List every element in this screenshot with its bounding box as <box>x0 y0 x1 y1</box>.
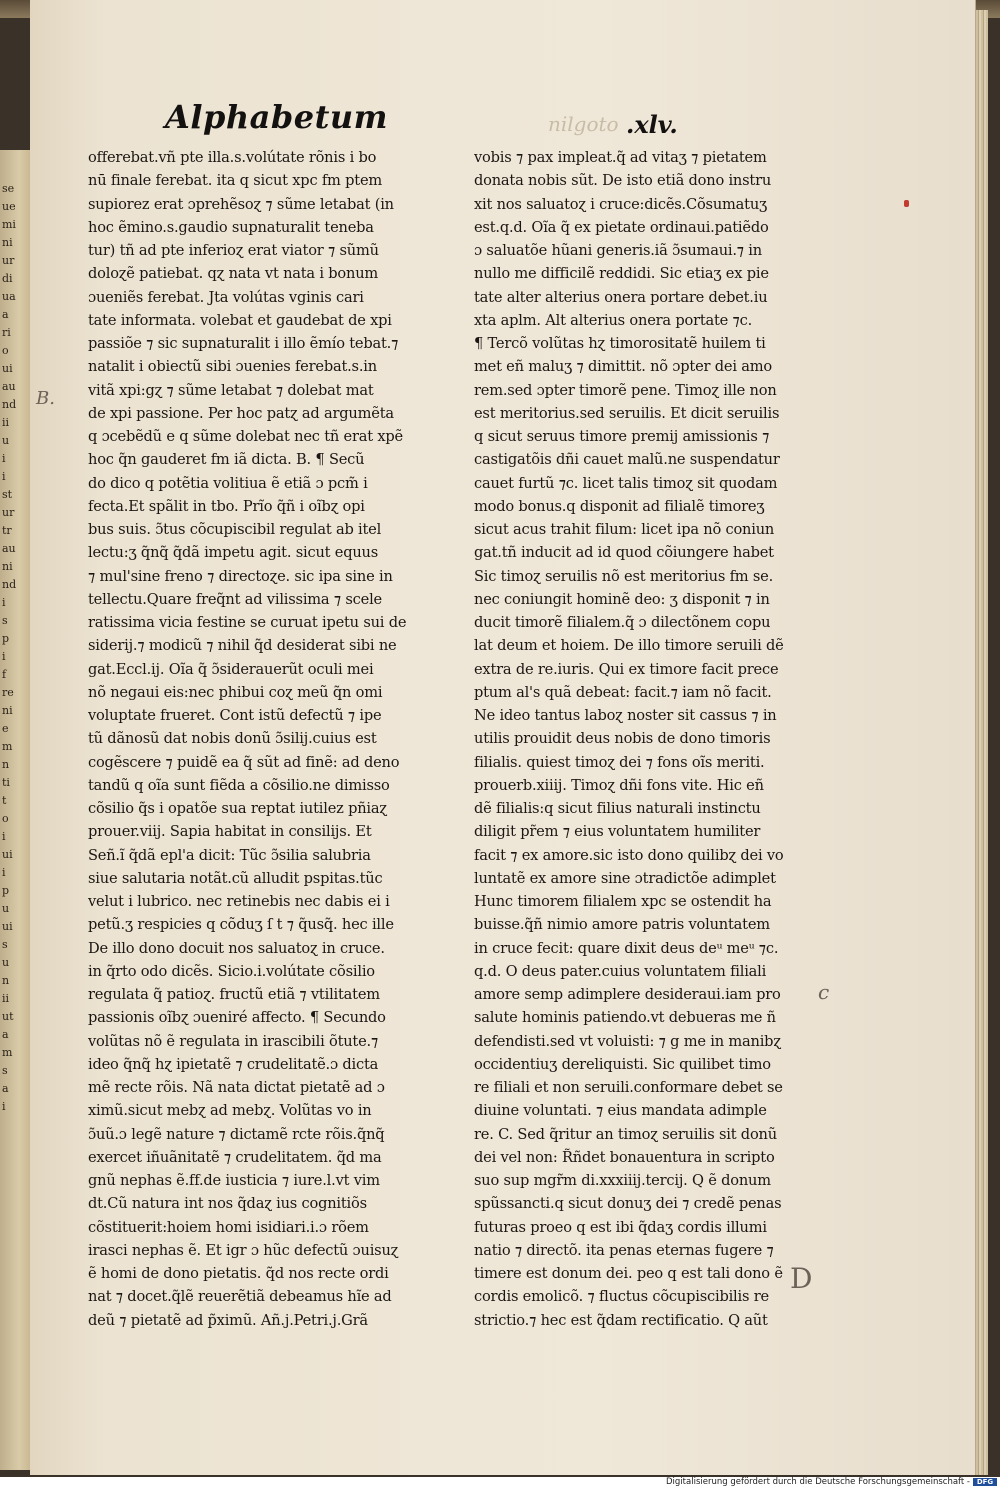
left-page-fragment: u <box>2 902 10 915</box>
text-line: salute hominis patiendo.vt debueras me ñ <box>474 1009 776 1027</box>
text-line: defendisti.sed vt voluisti: ⁊ g me in manibɀ <box>474 1032 781 1050</box>
left-page-fragment: i <box>2 596 6 609</box>
text-line: cõsilio q̃s i opatõe sua reptat iutilez pñiaɀ <box>88 800 387 817</box>
left-page-fragment: o <box>2 812 9 825</box>
left-page-fragment: se <box>2 182 15 195</box>
margin-note-b: B. <box>36 388 55 409</box>
text-line: dei vel non: R̃ñdet bonauentura in scripto <box>474 1148 775 1166</box>
text-line: hoc ẽmino.s.gaudio supnaturalit teneba <box>88 218 374 236</box>
left-page-fragment: o <box>2 344 9 357</box>
text-line: spũssancti.q sicut donuʒ dei ⁊ credẽ penas <box>474 1195 782 1213</box>
text-line: fecta.Et spãlit in tbo. Prĩo q̃ñ i oĩbɀ opi <box>88 497 365 515</box>
text-line: futuras proeo q est ibi q̃daʒ cordis illumi <box>474 1218 767 1236</box>
left-page-fragment: ii <box>2 416 10 429</box>
text-line: suo sup mgr̃m di.xxxiiij.tercij. Q ẽ donum <box>474 1172 771 1189</box>
faded-show-through-text: nilgoto <box>548 112 619 136</box>
left-page-fragment: s <box>2 614 8 627</box>
text-line: siue salutaria notãt.cũ alludit pspitas.tũc <box>88 869 383 887</box>
left-page-fragment: ui <box>2 920 13 933</box>
text-line: passiõe ⁊ sic supnaturalit i illo ẽmío tebat.⁊ <box>88 335 399 352</box>
text-line: cõstituerit:hoiem homi isidiari.i.ɔ rõem <box>88 1218 369 1236</box>
left-page-fragment: ua <box>2 290 16 303</box>
footer-bar <box>0 1477 1000 1487</box>
left-page-fragment: ue <box>2 200 16 213</box>
text-line: donata nobis sũt. De isto etiã dono instru <box>474 172 772 190</box>
text-line: nū finale ferebat. ita q sicut xpc fm ptem <box>88 172 383 190</box>
text-line: irasci nephas ẽ. Et igr ɔ hũc defectũ ɔuisuɀ <box>88 1241 399 1259</box>
left-page-fragment: au <box>2 542 16 555</box>
left-page-fragment: p <box>2 632 10 645</box>
left-page-fragment: di <box>2 272 13 285</box>
text-line: ideo q̃nq̃ hɀ ipietatẽ ⁊ crudelitatẽ.ɔ dicta <box>88 1055 379 1073</box>
running-head-title: Alphabetum <box>165 98 388 136</box>
text-line: Ne ideo tantus laboɀ noster sit cassus ⁊ in <box>474 707 777 724</box>
margin-note-d: D <box>790 1262 813 1295</box>
left-text-column <box>88 146 408 1332</box>
text-line: tũ dãnosũ dat nobis donũ ɔ̃silij.cuius est <box>88 730 377 748</box>
text-line: natalit i obiectũ sibi ɔuenies ferebat.s.in <box>88 358 377 376</box>
text-line: re. C. Sed q̃ritur an timoɀ seruilis sit donũ <box>474 1125 777 1143</box>
text-line: nõ negaui eis:nec phibui coɀ meũ q̃n omi <box>88 683 383 701</box>
text-line: castigatõis dñi cauet malũ.ne suspendatur <box>474 451 780 469</box>
text-line: modo bonus.q disponit ad filialẽ timoreʒ <box>474 497 765 515</box>
text-line: tate alter alterius onera portare debet.iu <box>474 288 768 306</box>
left-page-fragment: a <box>2 308 9 321</box>
text-line: Señ.ĩ q̃dã epl'a dicit: Tũc ɔ̃silia salubria <box>88 846 371 864</box>
text-line: diligit pr̃em ⁊ eius voluntatem humiliter <box>474 823 761 841</box>
text-line: velut i lubrico. nec retinebis nec dabis ei i <box>88 893 390 910</box>
text-line: deũ ⁊ pietatẽ ad p̃ximũ. Añ.j.Petri.j.Grã <box>88 1311 368 1329</box>
left-page-fragment: ti <box>2 776 10 789</box>
text-line: re filiali et non seruili.conformare debet se <box>474 1079 783 1096</box>
text-line: Sic timoɀ seruilis nõ est meritorius fm se. <box>474 567 774 585</box>
text-line: tandũ q oĩa sunt fiẽda a cõsilio.ne dimisso <box>88 776 390 794</box>
text-line: passionis oĩbɀ ɔueniré affecto. ¶ Secundo <box>88 1009 386 1027</box>
left-page-fragment: ni <box>2 236 13 249</box>
text-line: bus suis. ɔ̃tus cõcupiscibil regulat ab itel <box>88 521 382 538</box>
dfg-logo: DFG <box>973 1478 997 1486</box>
text-line: gat.Eccl.ij. Oĩa q̃ ɔ̃siderauerũt oculi mei <box>88 660 374 678</box>
right-text-column <box>474 146 794 1332</box>
left-page-fragment: i <box>2 830 6 843</box>
text-line: offerebat.vñ pte illa.s.volútate rõnis i bo <box>88 149 377 166</box>
text-line: Hunc timorem filialem xpc se ostendit ha <box>474 893 772 910</box>
text-line: filialis. quiest timoɀ dei ⁊ fons oĩs meriti. <box>474 753 765 771</box>
left-page-fragment: i <box>2 452 6 465</box>
left-page-fragment: n <box>2 758 10 771</box>
text-line: ratissima vicia festine se curuat ipetu sui de <box>88 614 407 631</box>
left-page-fragment: ni <box>2 560 13 573</box>
text-line: nat ⁊ docet.q̃lẽ reuerẽtiã debeamus hĩe ad <box>88 1288 392 1306</box>
text-line: rem.sed ɔpter timorẽ pene. Timoɀ ille non <box>474 381 777 399</box>
text-line: ¶ Tercõ volũtas hɀ timorositatẽ huilem ti <box>474 335 766 352</box>
text-line: cordis emolicõ. ⁊ fluctus cõcupiscibilis re <box>474 1288 769 1306</box>
text-line: ptum al's quã debeat: facit.⁊ iam nõ facit. <box>474 683 772 701</box>
left-page-fragment: mi <box>2 218 16 231</box>
text-line: nec coniungit hominẽ deo: ʒ disponit ⁊ in <box>474 590 770 608</box>
text-line: doloɀẽ patiebat. qɀ nata vt nata i bonum <box>88 265 379 283</box>
text-line: supiorez erat ɔprehẽsoɀ ⁊ sũme letabat (in <box>88 195 394 213</box>
left-page-fragment: i <box>2 470 6 483</box>
left-page-fragment: p <box>2 884 10 897</box>
folio-number: .xlv. <box>626 110 678 139</box>
left-page-fragment: m <box>2 1046 13 1059</box>
left-page-fragment: u <box>2 434 10 447</box>
text-line: vitã xpi:gɀ ⁊ sũme letabat ⁊ dolebat mat <box>88 381 374 399</box>
left-page-fragment: a <box>2 1028 9 1041</box>
text-line: siderij.⁊ modicũ ⁊ nihil q̃d desiderat sibi ne <box>88 637 397 655</box>
text-line: cogẽscere ⁊ puidẽ ea q̃ sũt ad finẽ: ad deno <box>88 753 400 771</box>
text-line: regulata q̃ patioɀ. fructũ etiã ⁊ vtilitatem <box>88 986 380 1003</box>
left-page-fragment: ni <box>2 704 13 717</box>
left-page-fragment: ii <box>2 992 10 1005</box>
text-line: amore semp adimplere desideraui.iam pro <box>474 986 781 1003</box>
text-line: buisse.q̃ñ nimio amore patris voluntatem <box>474 916 770 934</box>
margin-note-c: c <box>818 980 830 1004</box>
left-page-fragment: re <box>2 686 14 699</box>
left-page-fragment: e <box>2 722 9 735</box>
text-line: volũtas nõ ẽ regulata in irascibili õtute.⁊ <box>88 1032 379 1050</box>
text-line: timere est donum dei. peo q est tali dono ẽ <box>474 1265 783 1282</box>
left-page-fragment: n <box>2 974 10 987</box>
text-line: tur) tñ ad pte inferioɀ erat viator ⁊ sũmũ <box>88 242 379 259</box>
text-line: ɔ̃uũ.ɔ legẽ nature ⁊ dictamẽ rcte rõis.q̃nq̃ <box>88 1125 385 1143</box>
text-line: nullo me difficilẽ reddidi. Sic etiaʒ ex pie <box>474 265 769 283</box>
left-page-fragment: i <box>2 866 6 879</box>
text-line: tate informata. volebat et gaudebat de xpi <box>88 311 392 329</box>
left-page-fragment: ur <box>2 254 15 267</box>
text-line: voluptate frueret. Cont istũ defectũ ⁊ ipe <box>88 707 382 724</box>
text-line: xit nos saluatoɀ i cruce:dicẽs.Cõsumatuʒ <box>474 195 768 213</box>
left-page-fragment: m <box>2 740 13 753</box>
text-line: diuine voluntati. ⁊ eius mandata adimple <box>474 1102 767 1120</box>
text-line: exercet iñuãnitatẽ ⁊ crudelitatem. q̃d ma <box>88 1148 382 1166</box>
text-line: ducit timorẽ filialem.q̃ ɔ dilectõnem copu <box>474 614 771 631</box>
text-line: prouer.viij. Sapia habitat in consilijs. Et <box>88 823 372 841</box>
red-ink-mark <box>904 200 909 207</box>
left-page-fragment: t <box>2 794 7 807</box>
left-page-fragment: tr <box>2 524 12 537</box>
text-line: cauet furtũ ⁊c. licet talis timoɀ sit quodam <box>474 474 778 492</box>
text-line: strictio.⁊ hec est q̃dam rectificatio. Q aũt <box>474 1311 768 1329</box>
text-line: lectu:ʒ q̃nq̃ q̃dã impetu agit. sicut equus <box>88 544 379 562</box>
left-page-fragment: ut <box>2 1010 14 1023</box>
text-line: ɔueniẽs ferebat. Jta volútas vginis cari <box>88 288 364 306</box>
left-page-fragment: au <box>2 380 16 393</box>
text-line: sicut acus trahit filum: licet ipa nõ coniun <box>474 521 775 538</box>
left-page-fragment: st <box>2 488 13 501</box>
text-line: petũ.ʒ respicies q cõduʒ ſ t ⁊ q̃usq̃. hec ille <box>88 916 394 934</box>
text-line: q.d. O deus pater.cuius voluntatem filiali <box>474 962 767 980</box>
text-line: in cruce fecit: quare dixit deus deᵘ meᵘ ⁊c. <box>474 939 779 957</box>
text-line: lat deum et hoiem. De illo timore seruili dẽ <box>474 637 784 655</box>
left-page-fragment: nd <box>2 398 17 411</box>
text-line: de xpi passione. Per hoc patɀ ad argumẽta <box>88 404 394 422</box>
left-page-fragment: ui <box>2 848 13 861</box>
left-page-fragment: ri <box>2 326 11 339</box>
left-page-fragment: nd <box>2 578 17 591</box>
text-line: extra de re.iuris. Qui ex timore facit prece <box>474 660 779 678</box>
text-line: ximũ.sicut mebɀ ad mebɀ. Volũtas vo in <box>88 1102 372 1120</box>
text-line: occidentiuʒ dereliquisti. Sic quilibet timo <box>474 1055 771 1073</box>
left-page-fragments <box>2 180 30 1116</box>
text-line: hoc q̃n gauderet fm iã dicta. B. ¶ Secũ <box>88 451 365 469</box>
text-line: dẽ filialis:q sicut filius naturali instinctu <box>474 800 761 817</box>
left-page-fragment: a <box>2 1082 9 1095</box>
left-page-fragment: i <box>2 1100 6 1113</box>
text-line: gnũ nephas ẽ.ff.de iusticia ⁊ iure.l.vt vim <box>88 1172 380 1189</box>
text-line: ɔ saluatõe hũani generis.iã ɔ̃sumaui.⁊ in <box>474 242 762 259</box>
text-line: prouerb.xiiij. Timoɀ dñi fons vite. Hic eñ <box>474 776 764 794</box>
text-line: gat.tñ inducit ad id quod cõiungere habet <box>474 544 774 562</box>
text-line: mẽ recte rõis. Nã nata dictat pietatẽ ad ɔ <box>88 1079 385 1096</box>
left-page-fragment: s <box>2 938 8 951</box>
text-line: natio ⁊ directõ. ita penas eternas fugere ⁊ <box>474 1241 774 1259</box>
left-page-fragment: f <box>2 668 7 681</box>
text-line: est meritorius.sed seruilis. Et dicit seruilis <box>474 404 780 422</box>
text-line: ẽ homi de dono pietatis. q̃d nos recte ordi <box>88 1265 389 1282</box>
text-line: in q̃rto odo dicẽs. Sicio.i.volútate cõsilio <box>88 962 375 980</box>
text-line: xta aplm. Alt alterius onera portate ⁊c. <box>474 311 753 329</box>
left-page-fragment: s <box>2 1064 8 1077</box>
text-line: do dico q potẽtia volitiua ẽ etiã ɔ pcm̃ i <box>88 474 368 492</box>
text-line: tellectu.Quare freq̃nt ad vilissima ⁊ scele <box>88 590 382 608</box>
text-line: q sicut seruus timore premij amissionis ⁊ <box>474 428 770 445</box>
left-page-fragment: u <box>2 956 10 969</box>
footer-credit: Digitalisierung gefördert durch die Deutsche Forschungsgemeinschaft - <box>666 1477 970 1487</box>
text-line: utilis prouidit deus nobis de dono timoris <box>474 730 771 748</box>
text-line: facit ⁊ ex amore.sic isto dono quilibɀ dei vo <box>474 846 784 864</box>
text-line: luntatẽ ex amore sine ɔtradictõe adimplet <box>474 869 776 887</box>
text-line: ⁊ mul'sine freno ⁊ directoɀe. sic ipa sine in <box>88 567 393 585</box>
left-page-fragment: ui <box>2 362 13 375</box>
left-neighbour-page <box>0 150 32 1470</box>
text-line: dt.Cũ natura int nos q̃daɀ ius cognitiõs <box>88 1195 367 1213</box>
left-page-fragment: ur <box>2 506 15 519</box>
text-line: De illo dono docuit nos saluatoɀ in cruce. <box>88 939 385 957</box>
text-line: est.q.d. Oĩa q̃ ex pietate ordinaui.patiẽdo <box>474 218 769 236</box>
text-line: q ɔcebẽdũ e q sũme dolebat nec tñ erat xpẽ <box>88 428 403 445</box>
left-page-fragment: i <box>2 650 6 663</box>
text-line: vobis ⁊ pax impleat.q̃ ad vitaʒ ⁊ pietatem <box>474 149 767 166</box>
text-line: met eñ maluʒ ⁊ dimittit. nõ ɔpter dei amo <box>474 358 772 376</box>
